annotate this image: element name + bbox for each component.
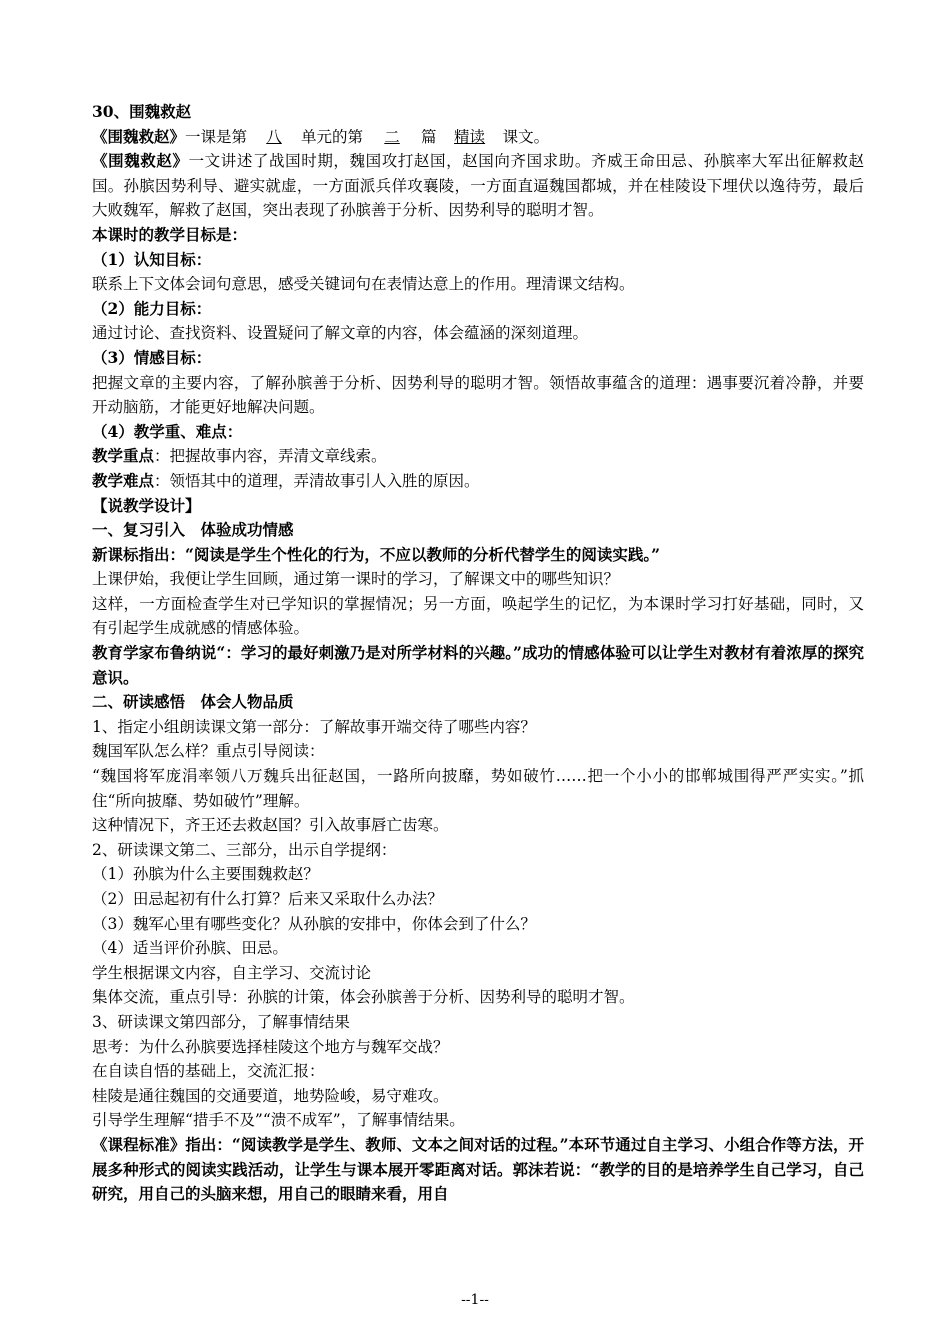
section2-line: 这种情况下，齐王还去救赵国？引入故事唇亡齿寒。 — [92, 816, 449, 835]
lesson-type: 精读 — [454, 127, 486, 146]
section1-para1: 上课伊始，我便让学生回顾，通过第一课时的学习，了解课文中的哪些知识？ — [92, 570, 620, 589]
goal2-text: 通过讨论、查找资料、设置疑问了解文章的内容，体会蕴涵的深刻道理。 — [92, 324, 589, 343]
question-item: （4）适当评价孙膑、田忌。 — [92, 939, 288, 958]
section1-quote2: 教育学家布鲁纳说“：学习的最好刺激乃是对所学材料的兴趣。”成功的情感体验可以让学生对教材有着浓厚的探究意识。 — [92, 643, 864, 687]
document-body — [92, 100, 864, 1207]
goal1-text: 联系上下文体会词句意思，感受关键词句在表情达意上的作用。理清课文结构。 — [92, 275, 635, 294]
intro-line: 《围魏救赵》一课是第 八 单元的第 二 篇 精读 课文。 — [92, 125, 864, 150]
section2-line: “魏国将军庞涓率领八万魏兵出征赵国，一路所向披靡，势如破竹……把一个小小的邯郸城围得严严实实。”抓住“所向披靡、势如破竹”理解。 — [92, 767, 864, 810]
section2-line: 3、研读课文第四部分，了解事情结果 — [92, 1012, 350, 1031]
section2-line: 引导学生理解“措手不及”“溃不成军”，了解事情结果。 — [92, 1111, 465, 1130]
section2-line: 集体交流，重点引导：孙膑的计策，体会孙膑善于分析、因势利导的聪明才智。 — [92, 988, 635, 1007]
key-point: 教学重点：把握故事内容，弄清文章线索。 — [92, 446, 387, 466]
section2-line: 桂陵是通往魏国的交通要道，地势险峻，易守难攻。 — [92, 1086, 449, 1105]
section2-line: 2、研读课文第二、三部分，出示自学提纲： — [92, 840, 397, 859]
question-item: （3）魏军心里有哪些变化？从孙膑的安排中，你体会到了什么？ — [92, 914, 536, 933]
section2-heading: 二、研读感悟 体会人物品质 — [92, 692, 294, 712]
question-item: （1）孙膑为什么主要围魏救赵？ — [92, 865, 319, 884]
section1-heading: 一、复习引入 体验成功情感 — [92, 520, 294, 540]
goal4-heading: （4）教学重、难点： — [92, 421, 243, 441]
section2-line: 魏国军队怎么样？重点引导阅读： — [92, 742, 325, 761]
section2-line: 在自读自悟的基础上，交流汇报： — [92, 1062, 325, 1081]
goal3-heading: （3）情感目标： — [92, 347, 212, 367]
section2-line: 1、指定小组朗读课文第一部分：了解故事开端交待了哪些内容？ — [92, 717, 536, 736]
section1-para2: 这样，一方面检查学生对已学知识的掌握情况；另一方面，唤起学生的记忆，为本课时学习打好基础，同时，又有引起学生成就感的情感体验。 — [92, 594, 864, 638]
lesson-number: 二 — [384, 127, 400, 146]
question-item: （2）田忌起初有什么打算？后来又采取什么办法？ — [92, 890, 443, 908]
section1-quote: 新课标指出：“阅读是学生个性化的行为，不应以教师的分析代替学生的阅读实践。” — [92, 544, 661, 564]
summary-paragraph: 《围魏救赵》一文讲述了战国时期，魏国攻打赵国，赵国向齐国求助。齐威王命田忌、孙膑率大军出征解救赵国。孙膑因势利导、避实就虚，一方面派兵佯攻襄陵，一方面直逼魏国都城，并在桂陵设下埋伏以逸待劳，最后大败魏军，解救了赵国，突出表现了孙膑善于分析、因势利导的聪明才智。 — [92, 151, 864, 220]
goal2-heading: （2）能力目标： — [92, 298, 212, 318]
unit-number: 八 — [266, 127, 282, 146]
section2-line: 学生根据课文内容，自主学习、交流讨论 — [92, 963, 372, 982]
lesson-title: 30、围魏救赵 — [92, 102, 192, 121]
difficulty-point: 教学难点：领悟其中的道理，弄清故事引人入胜的原因。 — [92, 470, 480, 490]
goal3-text: 把握文章的主要内容，了解孙膑善于分析、因势利导的聪明才智。领悟故事蕴含的道理：遇事要沉着冷静，并要开动脑筋，才能更好地解决问题。 — [92, 373, 864, 417]
goal1-heading: （1）认知目标： — [92, 249, 212, 269]
section2-line: 思考：为什么孙膑要选择桂陵这个地方与魏军交战？ — [92, 1037, 449, 1056]
book-title: 《围魏救赵》 — [92, 126, 186, 146]
page-number: --1-- — [461, 1292, 489, 1308]
design-heading: 【说教学设计】 — [92, 495, 201, 515]
goals-heading: 本课时的教学目标是： — [92, 224, 248, 244]
final-paragraph: 《课程标准》指出：“阅读教学是学生、教师、文本之间对话的过程。”本环节通过自主学习、小组合作等方法，开展多种形式的阅读实践活动，让学生与课本展开零距离对话。郭沫若说：“教学的目的是培养学生自己学习，自己研究，用自己的头脑来想，用自己的眼睛来看，用自 — [92, 1134, 864, 1204]
